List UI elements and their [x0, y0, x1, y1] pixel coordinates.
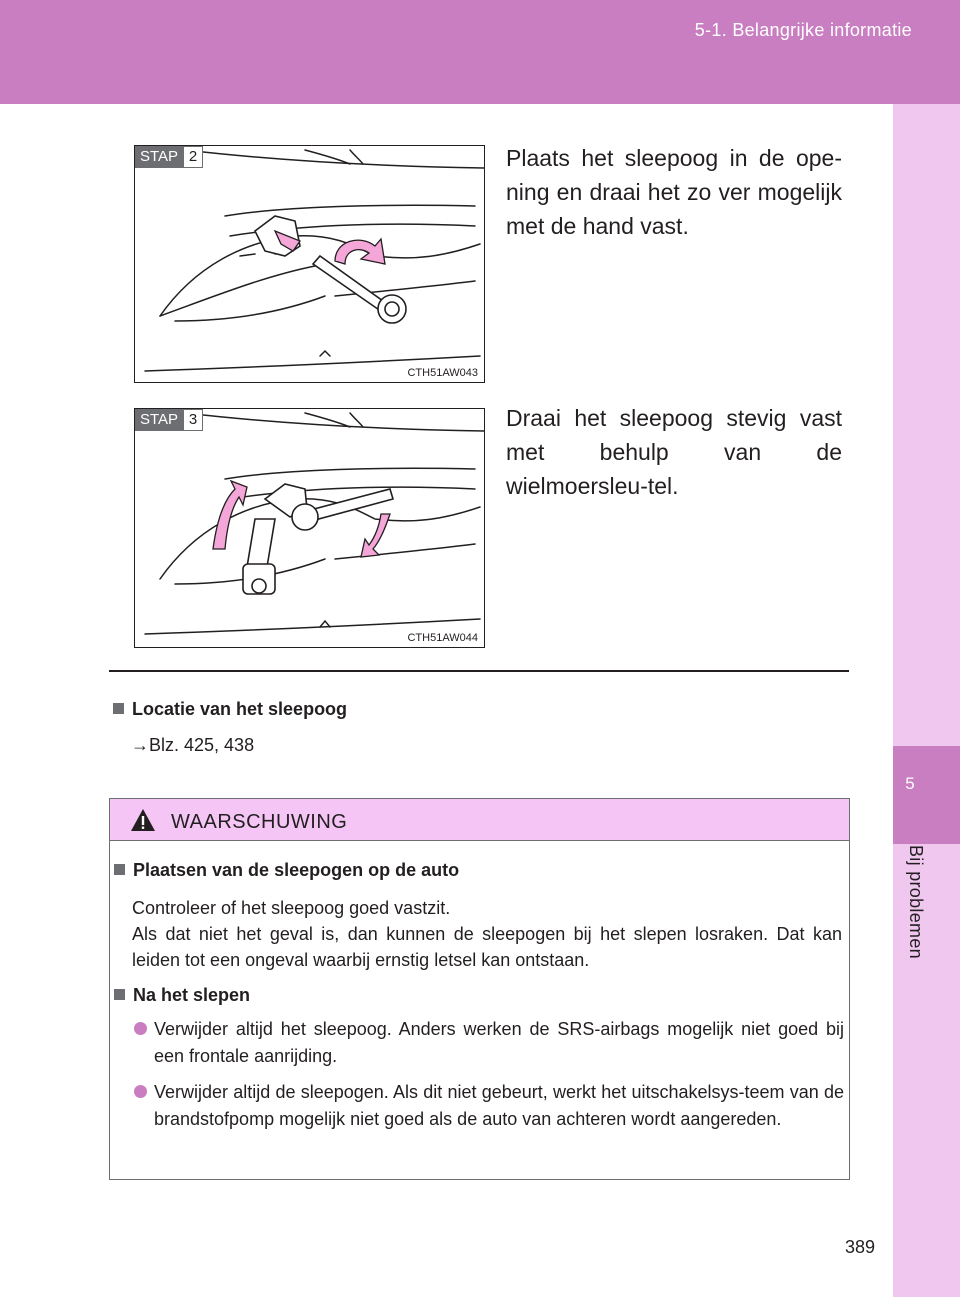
page-reference: →Blz. 425, 438 [131, 735, 255, 755]
tow-eye-wrench-tighten-drawing [135, 409, 484, 647]
step-3-illustration [134, 408, 485, 648]
chapter-number-block [893, 746, 960, 844]
section-divider [109, 670, 849, 672]
warning-section-heading [114, 860, 459, 881]
warning-section-heading-text: Na het slepen [133, 985, 251, 1005]
warning-triangle-icon [130, 808, 156, 832]
warning-bullet-text: Verwijder altijd de sleepogen. Als dit niet gebeurt, werkt het uitschakelsys-teem van de brandstofpomp mogelijk niet goed als de auto van achteren wordt aangereden. [154, 1082, 844, 1129]
chapter-side-tab [893, 104, 960, 1297]
page-number: 389 [845, 1237, 876, 1257]
round-bullet-icon [134, 1022, 147, 1035]
tow-eye-hand-tighten-drawing [135, 146, 484, 382]
step-badge-word: STAP [135, 146, 183, 168]
warning-box [109, 798, 850, 1180]
step-2-illustration [134, 145, 485, 383]
warning-bullet-text: Verwijder altijd het sleepoog. Anders werken de SRS-airbags mogelijk niet goed bij een frontale aanrijding. [154, 1019, 844, 1066]
warning-header [110, 799, 849, 841]
warning-section-heading [114, 985, 250, 1006]
warning-title: WAARSCHUWING [171, 811, 348, 833]
step-badge [135, 409, 203, 431]
step-badge-word: STAP [135, 409, 183, 431]
warning-section-text: Controleer of het sleepoog goed vastzit. Als dat niet het geval is, dan kunnen de sleepogen bij het slepen losraken. Dat kan leiden tot een ongeval waarbij ernstig letsel kan ontstaan. [132, 898, 842, 970]
step-3-text: Draai het sleepoog stevig vast met behulp van de wielmoersleu-tel. [506, 405, 842, 499]
chapter-number: 5 [905, 774, 915, 793]
square-bullet-icon [113, 703, 124, 714]
location-heading-text: Locatie van het sleepoog [132, 699, 348, 719]
warning-bullet [134, 1079, 844, 1133]
step-2-text: Plaats het sleepoog in de ope-ning en draai het zo ver mogelijk met de hand vast. [506, 145, 842, 239]
chapter-label: Bij problemen [906, 845, 926, 959]
page-header [0, 0, 960, 104]
step-badge-number: 2 [183, 146, 203, 168]
step-badge [135, 146, 203, 168]
figure-code: CTH51AW044 [407, 632, 478, 644]
location-heading [113, 699, 347, 720]
warning-section-heading-text: Plaatsen van de sleepogen op de auto [133, 860, 460, 880]
round-bullet-icon [134, 1085, 147, 1098]
figure-code: CTH51AW043 [407, 367, 478, 379]
warning-bullet [134, 1016, 844, 1070]
square-bullet-icon [114, 864, 125, 875]
step-badge-number: 3 [183, 409, 203, 431]
square-bullet-icon [114, 989, 125, 1000]
section-title: 5-1. Belangrijke informatie [694, 20, 912, 40]
